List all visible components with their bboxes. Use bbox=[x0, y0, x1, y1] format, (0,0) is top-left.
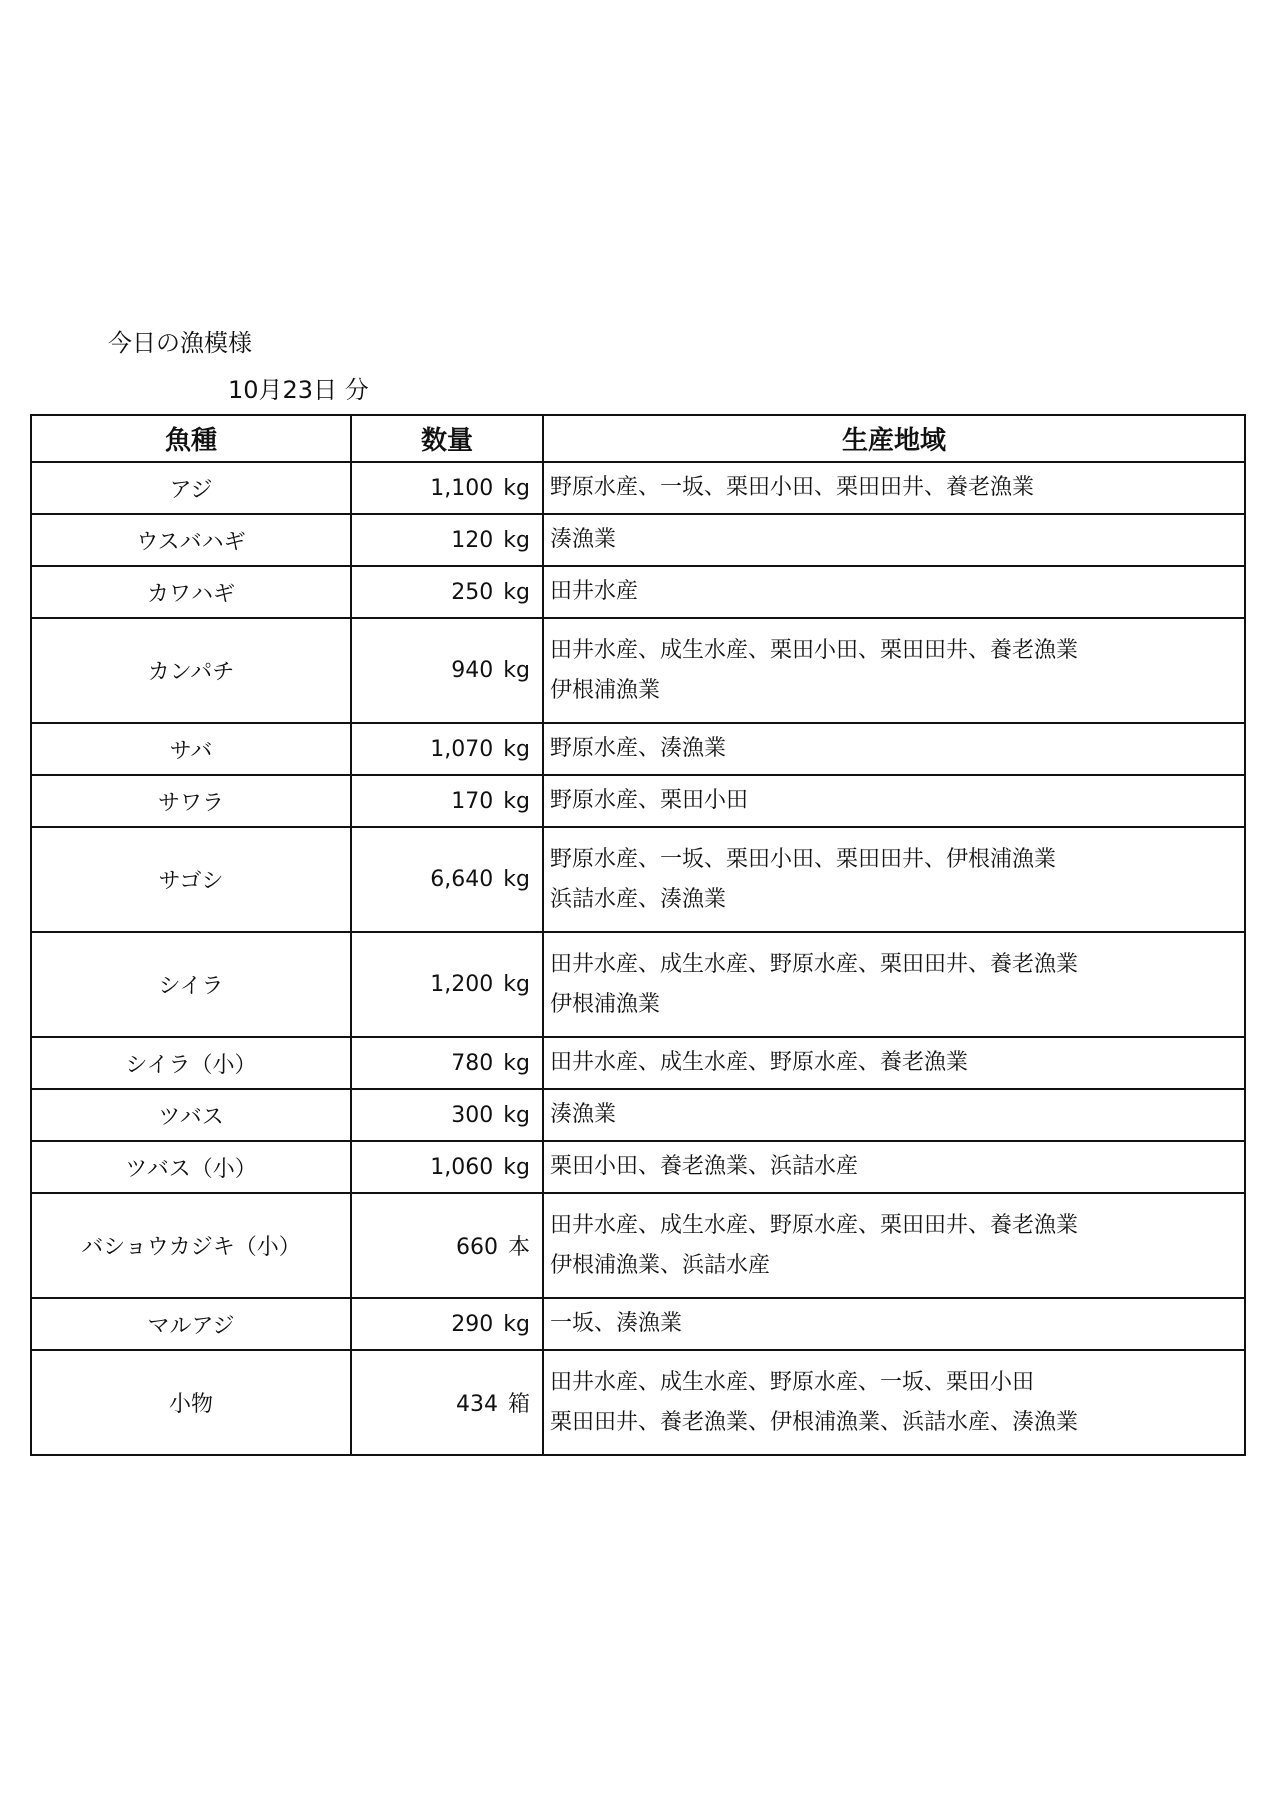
production-area-cell bbox=[543, 1298, 1245, 1350]
quantity-unit: kg bbox=[503, 1102, 530, 1128]
header-fish-type: 魚種 bbox=[31, 415, 351, 462]
quantity-value: 6,640 bbox=[430, 867, 494, 892]
quantity-value: 434 bbox=[455, 1392, 498, 1417]
quantity-cell bbox=[351, 1089, 543, 1141]
production-area-line: 伊根浦漁業 bbox=[550, 991, 661, 1017]
quantity-value: 1,200 bbox=[430, 972, 494, 997]
table-row bbox=[31, 462, 1245, 514]
quantity-unit: kg bbox=[503, 1311, 530, 1337]
production-area-cell bbox=[543, 775, 1245, 827]
table-row bbox=[31, 1193, 1245, 1298]
page-title: 今日の漁模様 bbox=[108, 329, 252, 357]
fish-type-cell: マルアジ bbox=[31, 1298, 351, 1350]
quantity-value: 1,070 bbox=[430, 736, 494, 762]
catch-table bbox=[30, 414, 1246, 1456]
production-area-cell bbox=[543, 1350, 1245, 1455]
quantity-cell bbox=[351, 1298, 543, 1350]
fish-type-cell: サゴシ bbox=[31, 827, 351, 932]
table-row bbox=[31, 1350, 1245, 1455]
production-area-line: 田井水産 bbox=[550, 579, 639, 604]
table-row bbox=[31, 1089, 1245, 1141]
quantity-unit: kg bbox=[503, 1154, 530, 1180]
quantity-unit: kg bbox=[503, 788, 530, 814]
production-area-line: 栗田田井、養老漁業、伊根浦漁業、浜詰水産、湊漁業 bbox=[550, 1409, 1079, 1435]
fish-type-cell: バショウカジキ（小） bbox=[31, 1193, 351, 1298]
quantity-value: 1,060 bbox=[430, 1154, 494, 1180]
production-area-line: 野原水産、湊漁業 bbox=[550, 736, 727, 761]
production-area-line: 野原水産、一坂、栗田小田、栗田田井、伊根浦漁業 bbox=[550, 846, 1057, 872]
table-header-row bbox=[31, 415, 1245, 462]
production-area-cell bbox=[543, 723, 1245, 775]
production-area-line: 田井水産、成生水産、野原水産、一坂、栗田小田 bbox=[550, 1369, 1035, 1395]
production-area-cell bbox=[543, 827, 1245, 932]
production-area-cell bbox=[543, 1141, 1245, 1193]
table-row bbox=[31, 514, 1245, 566]
table-row bbox=[31, 723, 1245, 775]
quantity-unit: kg bbox=[503, 1050, 530, 1076]
quantity-unit: 箱 bbox=[507, 1392, 530, 1417]
quantity-unit: 本 bbox=[507, 1235, 530, 1260]
production-area-cell bbox=[543, 932, 1245, 1037]
fish-type-cell: カンパチ bbox=[31, 618, 351, 723]
fish-type-cell: 小物 bbox=[31, 1350, 351, 1455]
quantity-unit: kg bbox=[503, 579, 530, 605]
quantity-value: 1,100 bbox=[430, 475, 494, 501]
quantity-unit: kg bbox=[503, 475, 530, 501]
quantity-unit: kg bbox=[503, 527, 530, 553]
table-row bbox=[31, 932, 1245, 1037]
production-area-cell bbox=[543, 1089, 1245, 1141]
quantity-cell bbox=[351, 723, 543, 775]
header-production-area: 生産地域 bbox=[543, 415, 1245, 462]
quantity-cell bbox=[351, 775, 543, 827]
table-row bbox=[31, 618, 1245, 723]
quantity-value: 940 bbox=[451, 658, 494, 683]
quantity-value: 250 bbox=[451, 579, 494, 605]
quantity-value: 120 bbox=[451, 527, 494, 553]
production-area-line: 田井水産、成生水産、野原水産、栗田田井、養老漁業 bbox=[550, 1212, 1079, 1238]
quantity-cell bbox=[351, 514, 543, 566]
production-area-line: 湊漁業 bbox=[550, 1102, 617, 1127]
quantity-value: 660 bbox=[455, 1235, 498, 1260]
quantity-cell bbox=[351, 566, 543, 618]
production-area-cell bbox=[543, 566, 1245, 618]
table-row bbox=[31, 827, 1245, 932]
quantity-cell bbox=[351, 1350, 543, 1455]
production-area-cell bbox=[543, 618, 1245, 723]
quantity-unit: kg bbox=[503, 658, 530, 683]
production-area-line: 伊根浦漁業、浜詰水産 bbox=[550, 1252, 771, 1278]
fish-type-cell: サバ bbox=[31, 723, 351, 775]
production-area-line: 田井水産、成生水産、栗田小田、栗田田井、養老漁業 bbox=[550, 637, 1079, 663]
report-date: 10月23日 分 bbox=[228, 376, 369, 404]
production-area-cell bbox=[543, 1037, 1245, 1089]
fish-type-cell: アジ bbox=[31, 462, 351, 514]
production-area-line: 湊漁業 bbox=[550, 527, 617, 552]
quantity-unit: kg bbox=[503, 972, 530, 997]
quantity-cell bbox=[351, 1141, 543, 1193]
quantity-cell bbox=[351, 462, 543, 514]
quantity-cell bbox=[351, 1193, 543, 1298]
table-row bbox=[31, 1141, 1245, 1193]
table-body bbox=[31, 462, 1245, 1455]
fish-type-cell: サワラ bbox=[31, 775, 351, 827]
table-row bbox=[31, 1037, 1245, 1089]
table-row bbox=[31, 775, 1245, 827]
production-area-line: 浜詰水産、湊漁業 bbox=[550, 886, 727, 912]
fish-type-cell: ウスバハギ bbox=[31, 514, 351, 566]
quantity-value: 290 bbox=[451, 1311, 494, 1337]
fish-type-cell: カワハギ bbox=[31, 566, 351, 618]
quantity-value: 780 bbox=[451, 1050, 494, 1076]
quantity-value: 170 bbox=[451, 788, 494, 814]
quantity-cell bbox=[351, 1037, 543, 1089]
production-area-line: 野原水産、一坂、栗田小田、栗田田井、養老漁業 bbox=[550, 475, 1035, 500]
production-area-line: 野原水産、栗田小田 bbox=[550, 788, 749, 813]
production-area-line: 田井水産、成生水産、野原水産、栗田田井、養老漁業 bbox=[550, 951, 1079, 977]
quantity-value: 300 bbox=[451, 1102, 494, 1128]
production-area-line: 伊根浦漁業 bbox=[550, 677, 661, 703]
fish-type-cell: シイラ（小） bbox=[31, 1037, 351, 1089]
fish-type-cell: ツバス bbox=[31, 1089, 351, 1141]
fish-type-cell: シイラ bbox=[31, 932, 351, 1037]
fish-type-cell: ツバス（小） bbox=[31, 1141, 351, 1193]
table-row bbox=[31, 1298, 1245, 1350]
header-quantity: 数量 bbox=[351, 415, 543, 462]
production-area-line: 栗田小田、養老漁業、浜詰水産 bbox=[550, 1154, 859, 1179]
production-area-line: 田井水産、成生水産、野原水産、養老漁業 bbox=[550, 1050, 969, 1075]
quantity-unit: kg bbox=[503, 867, 530, 892]
quantity-cell bbox=[351, 932, 543, 1037]
table-row bbox=[31, 566, 1245, 618]
quantity-cell bbox=[351, 827, 543, 932]
quantity-unit: kg bbox=[503, 736, 530, 762]
quantity-cell bbox=[351, 618, 543, 723]
production-area-cell bbox=[543, 462, 1245, 514]
production-area-cell bbox=[543, 1193, 1245, 1298]
production-area-cell bbox=[543, 514, 1245, 566]
production-area-line: 一坂、湊漁業 bbox=[550, 1311, 683, 1336]
